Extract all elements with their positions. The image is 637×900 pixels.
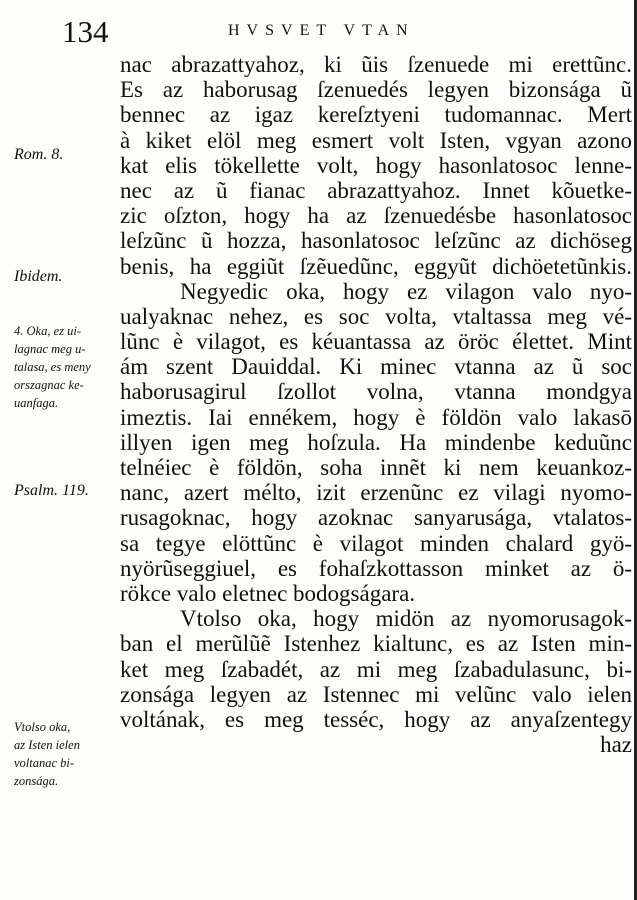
text-line: zic oſzton, hogy ha az ſzenuedésbe hasonlatosoc — [120, 203, 632, 229]
text-line: nyörũseggiuel, es fohaſzkottasson minket az ö- — [120, 555, 632, 581]
margin-note-psalm: Psalm. 119. — [14, 482, 89, 499]
text-line: illyen igen meg hoſzula. Ha mindenbe keduũnc — [120, 429, 632, 455]
text-line: zonsága legyen az Istennec mi velũnc valo ielen — [120, 681, 632, 707]
text-line: sa tegye elöttũnc è vilagot minden chalard gyö- — [120, 530, 632, 556]
text-line: Vtolso oka, hogy midön az nyomorusagok- — [180, 606, 632, 632]
margin-note-ibidem: Ibidem. — [14, 268, 63, 285]
text-line: à kiket elöl meg esmert volt Isten, vgyan azono — [120, 127, 632, 153]
text-line: nac abrazattyahoz, ki ũis ſzenuede mi erettũnc. — [120, 52, 632, 77]
running-head: HVSVET VTAN — [228, 22, 415, 39]
page-number: 134 — [62, 14, 109, 49]
text-line: imeztis. Iai ennékem, hogy è földön valo lakasō — [120, 404, 632, 430]
text-line: ám szent Dauiddal. Ki minec vtanna az ũ soc — [120, 354, 632, 380]
margin-note-fourth-reason — [14, 322, 91, 412]
text-line: nanc, azert mélto, izit erzenũnc ez vilagi nyomo- — [120, 480, 632, 506]
margin-note-line: az Isten ielen — [14, 738, 80, 752]
text-line: ket meg ſzabadét, az mi meg ſzabadulasunc, bi- — [120, 656, 632, 682]
margin-note-line: zonsága. — [14, 774, 59, 788]
catchword: haz — [600, 732, 632, 758]
text-line: nec az ũ fianac abrazattyahoz. Innet kõuetke- — [120, 177, 632, 203]
text-line: ualyaknac nehez, es soc volta, vtaltassa meg vé- — [120, 303, 632, 329]
margin-note-line: lagnac meg u- — [14, 342, 86, 356]
text-line: Negyedic oka, hogy ez vilagon valo nyo- — [180, 278, 632, 304]
margin-note-line: 4. Oka, ez ui- — [14, 324, 81, 338]
body-text — [120, 52, 632, 757]
margin-note-line: Vtolso oka, — [14, 720, 71, 734]
text-line: lũnc è vilagot, es kéuantassa az öröc élettet. Mint — [120, 329, 632, 355]
text-line: Es az haborusag ſzenuedés legyen bizonsága ũ — [120, 77, 632, 103]
margin-note-line: voltanac bi- — [14, 756, 75, 770]
text-line: bennec az igaz kereſztyeni tudomannac. Mert — [120, 102, 632, 128]
text-line: telnéiec è földön, soha innẽt ki nem keuankoz- — [120, 455, 632, 480]
text-line: rusagoknac, hogy azoknac sanyarusága, vtalatos- — [120, 505, 632, 531]
text-line: ban el merũlũẽ Istenhez kialtunc, es az Isten min- — [120, 631, 632, 657]
margin-note-rom: Rom. 8. — [14, 146, 64, 163]
text-line: voltának, es meg tesséc, hogy az anyaſzentegy — [120, 706, 632, 732]
margin-note-line: orszagnac ke- — [14, 378, 84, 392]
margin-note-line: uanfaga. — [14, 396, 59, 410]
margin-note-line: talasa, es meny — [14, 360, 91, 374]
margin-note-last-reason — [14, 718, 80, 790]
text-line: haborusagirul ſzollot volna, vtanna mondgya — [120, 379, 632, 405]
text-line: benis, ha eggiũt ſzẽuedũnc, eggyũt dichöetetũnkis. — [120, 253, 632, 279]
text-line: rökce valo eletnec bodogságara. — [120, 580, 416, 606]
text-line: kat elis tökellette volt, hogy hasonlatosoc lenne- — [120, 152, 632, 178]
text-line: leſzũnc ũ hozza, hasonlatosoc leſzũnc az dichöseg — [120, 228, 632, 254]
